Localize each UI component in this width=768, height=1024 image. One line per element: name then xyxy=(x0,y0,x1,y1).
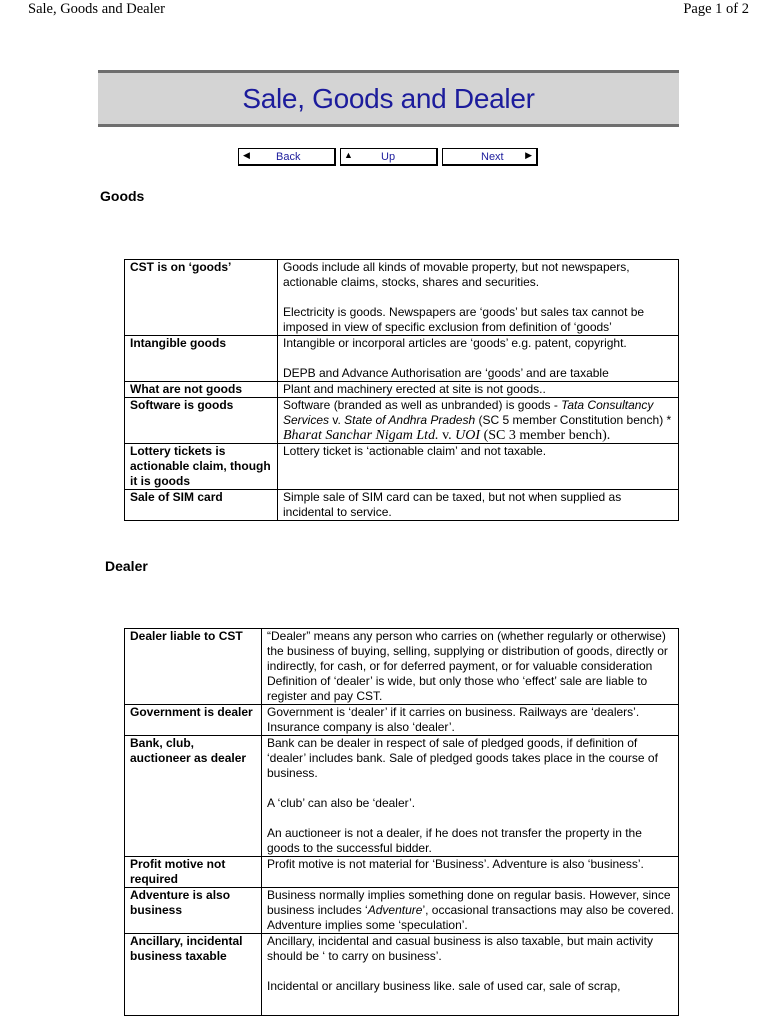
row-term: Government is dealer xyxy=(125,705,262,736)
description-text: v. xyxy=(329,413,345,427)
table-row xyxy=(125,444,679,490)
description-text: Goods include all kinds of movable property, but not newspapers, actionable claims, stocks, shares and securities. xyxy=(283,260,630,289)
row-description xyxy=(278,382,679,398)
row-description xyxy=(262,888,679,934)
up-button[interactable] xyxy=(340,148,438,166)
table-row xyxy=(125,490,679,521)
case-name-text: Bharat Sanchar Nigam Ltd. xyxy=(283,428,439,443)
case-name-text: UOI xyxy=(455,428,481,443)
up-button-label: Up xyxy=(381,151,396,163)
row-description xyxy=(278,444,679,490)
row-term: What are not goods xyxy=(125,382,278,398)
row-description xyxy=(278,398,679,444)
description-text: An auctioneer is not a dealer, if he does not transfer the property in the goods to the successful bidder. xyxy=(267,826,642,855)
table-row xyxy=(125,705,679,736)
row-term: Bank, club, auctioneer as dealer xyxy=(125,736,262,857)
back-button-label: Back xyxy=(276,151,301,163)
table-row xyxy=(125,398,679,444)
next-button[interactable] xyxy=(442,148,538,166)
back-button[interactable] xyxy=(238,148,336,166)
description-text: (SC 5 member Constitution bench) * xyxy=(475,413,672,427)
row-term: Intangible goods xyxy=(125,336,278,382)
row-term: Adventure is also business xyxy=(125,888,262,934)
row-description xyxy=(262,736,679,857)
dealer-heading: Dealer xyxy=(105,558,148,574)
table-row xyxy=(125,934,679,1016)
arrow-left-icon: ◀ xyxy=(243,150,250,160)
row-term: Lottery tickets is actionable claim, though it is goods xyxy=(125,444,278,490)
description-text: Plant and machinery erected at site is not goods.. xyxy=(283,382,546,396)
row-description xyxy=(262,629,679,705)
description-text: A ‘club’ can also be ‘dealer’. xyxy=(267,796,416,810)
title-banner xyxy=(98,70,679,127)
emphasis-text: Adventure xyxy=(367,903,423,917)
case-name-text: Tata Consultancy Services xyxy=(283,398,654,427)
row-description xyxy=(262,705,679,736)
row-description xyxy=(262,934,679,1016)
table-row xyxy=(125,260,679,336)
row-term: Software is goods xyxy=(125,398,278,444)
row-description xyxy=(278,260,679,336)
print-header xyxy=(0,0,768,22)
description-text: Intangible or incorporal articles are ‘goods’ e.g. patent, copyright. xyxy=(283,336,627,350)
arrow-right-icon: ▶ xyxy=(525,150,532,160)
description-text: DEPB and Advance Authorisation are ‘goods’ and are taxable xyxy=(283,366,609,380)
description-text: Simple sale of SIM card can be taxed, but not when supplied as incidental to service. xyxy=(283,490,622,519)
row-term: Ancillary, incidental business taxable xyxy=(125,934,262,1016)
goods-heading: Goods xyxy=(100,188,145,204)
description-text: Lottery ticket is ‘actionable claim’ and not taxable. xyxy=(283,444,547,458)
goods-table xyxy=(124,259,679,521)
table-row xyxy=(125,736,679,857)
description-clip xyxy=(267,934,674,1015)
page-title: Sale, Goods and Dealer xyxy=(242,83,535,114)
row-term: CST is on ‘goods’ xyxy=(125,260,278,336)
description-text: Government is ‘dealer’ if it carries on business. Railways are ‘dealers’. Insurance company is also ‘dealer’. xyxy=(267,705,640,734)
row-description xyxy=(278,490,679,521)
table-row xyxy=(125,336,679,382)
description-text: Bank can be dealer in respect of sale of pledged goods, if definition of ‘dealer’ includes bank. Sale of pledged goods takes place in the course of business. xyxy=(267,736,658,780)
arrow-up-icon: ▲ xyxy=(344,150,353,160)
table-row xyxy=(125,629,679,705)
description-text: Incidental or ancillary business like. sale of used car, sale of scrap, xyxy=(267,979,621,993)
row-term: Dealer liable to CST xyxy=(125,629,262,705)
description-text: Business normally implies something done on regular basis. However, since business includes ‘ xyxy=(267,888,671,917)
row-description xyxy=(262,857,679,888)
description-text: “Dealer” means any person who carries on (whether regularly or otherwise) the business of buying, selling, supplying or distribution of goods, directly or indirectly, for cash, or for deferred payment, or for valuable consideration Definition of ‘dealer’ is wide, but only those who ‘effect’ sale are liable to register and pay CST. xyxy=(267,629,668,703)
next-button-label: Next xyxy=(481,151,504,163)
table-row xyxy=(125,382,679,398)
table-row xyxy=(125,888,679,934)
description-text: v. xyxy=(438,428,456,443)
print-header-page: Page 1 of 2 xyxy=(683,1,749,17)
print-header-title: Sale, Goods and Dealer xyxy=(28,1,165,17)
row-term: Profit motive not required xyxy=(125,857,262,888)
row-description xyxy=(278,336,679,382)
description-text: Profit motive is not material for ‘Business’. Adventure is also ‘business’. xyxy=(267,857,644,871)
dealer-table xyxy=(124,628,679,1016)
description-text: Electricity is goods. Newspapers are ‘goods’ but sales tax cannot be imposed in view of specific exclusion from definition of ‘goods’ xyxy=(283,305,645,334)
description-text: Software (branded as well as unbranded) is goods - xyxy=(283,398,562,412)
description-text: (SC 3 member bench). xyxy=(480,428,611,443)
case-name-text: State of Andhra Pradesh xyxy=(344,413,476,427)
description-text: Ancillary, incidental and casual business is also taxable, but main activity should be ‘ to carry on business’. xyxy=(267,934,653,963)
description-text: ’, occasional transactions may also be covered. Adventure implies some ‘speculation’. xyxy=(267,903,674,932)
row-term: Sale of SIM card xyxy=(125,490,278,521)
table-row xyxy=(125,857,679,888)
